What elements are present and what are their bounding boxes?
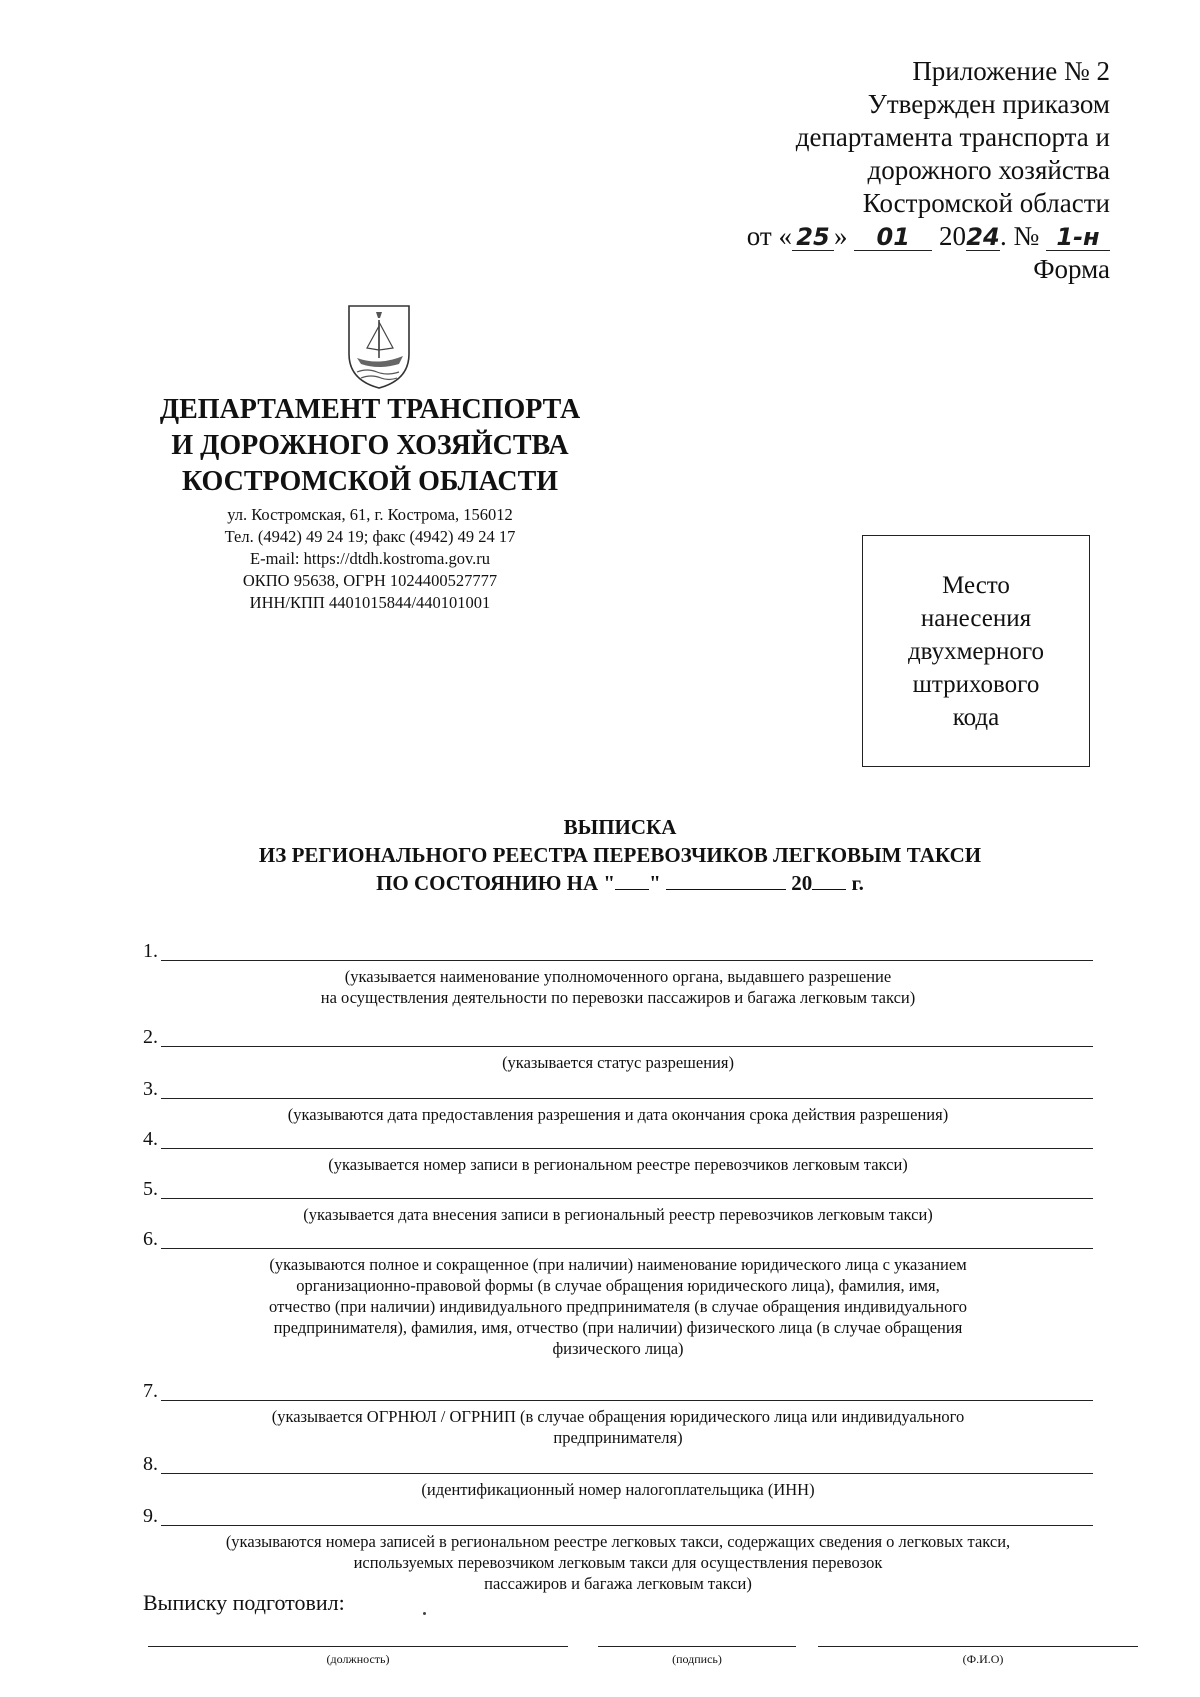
field-number: 6. <box>143 1228 158 1250</box>
handwritten-day: 25 <box>792 224 834 251</box>
barcode-text-line: двухмерного <box>907 637 1045 665</box>
field-hint-line: используемых перевозчиком легковым такси для осуществления перевозок <box>353 1553 883 1572</box>
number-prefix: . № <box>999 221 1040 251</box>
barcode-text-line: кода <box>952 703 1000 731</box>
field-hint-line: (указывается дата внесения записи в региональный реестр перевозчиков легковым такси) <box>303 1205 933 1224</box>
field-input-line[interactable] <box>161 1098 1093 1099</box>
field-hint-line: (идентификационный номер налогоплательщика (ИНН) <box>421 1480 815 1499</box>
department-email: E-mail: https://dtdh.kostroma.gov.ru <box>250 549 490 568</box>
department-phone: Тел. (4942) 49 24 19; факс (4942) 49 24 17 <box>224 527 516 546</box>
signature-line[interactable] <box>598 1646 796 1647</box>
department-header <box>150 392 590 614</box>
field-input-line[interactable] <box>161 1148 1093 1149</box>
title-line: ИЗ РЕГИОНАЛЬНОГО РЕЕСТРА ПЕРЕВОЗЧИКОВ ЛЕГКОВЫМ ТАКСИ <box>258 843 982 867</box>
field-hint-line: (указываются дата предоставления разрешения и дата окончания срока действия разрешения) <box>287 1105 949 1124</box>
field-hint-line: (указывается номер записи в региональном реестре перевозчиков легковым такси) <box>328 1155 908 1174</box>
title-date-line <box>140 869 1100 897</box>
field-hint-line: предпринимателя) <box>553 1428 683 1447</box>
field-hint-line: отчество (при наличии) индивидуального предпринимателя (в случае обращения индивидуального <box>269 1297 967 1316</box>
field-hint-line: (указываются номера записей в региональном реестре легковых такси, содержащих сведения о легковых такси, <box>225 1532 1011 1551</box>
approval-line: дорожного хозяйства <box>867 155 1110 185</box>
field-input-line[interactable] <box>161 1525 1093 1526</box>
field-hint-line: предпринимателя), фамилия, имя, отчество (при наличии) физического лица (в случае обращения <box>273 1318 963 1337</box>
handwritten-order-number: 1-н <box>1046 224 1110 251</box>
fio-line[interactable] <box>818 1646 1138 1647</box>
title-date-prefix: ПО СОСТОЯНИЮ НА " <box>376 871 616 895</box>
field-number: 9. <box>143 1505 158 1527</box>
department-name-line: И ДОРОЖНОГО ХОЗЯЙСТВА <box>171 430 569 461</box>
prepared-by-label: Выписку подготовил: <box>143 1590 345 1615</box>
department-name-line: КОСТРОМСКОЙ ОБЛАСТИ <box>181 466 559 497</box>
year-blank[interactable] <box>812 871 846 890</box>
field-input-line[interactable] <box>161 1473 1093 1474</box>
handwritten-month: 01 <box>854 224 932 251</box>
fio-caption: (Ф.И.О) <box>962 1652 1004 1666</box>
department-address: ул. Костромская, 61, г. Кострома, 156012 <box>227 505 513 524</box>
form-label: Форма <box>1033 254 1110 284</box>
position-caption: (должность) <box>326 1652 390 1666</box>
title-date-quote: " <box>649 871 661 895</box>
month-blank[interactable] <box>666 871 786 890</box>
field-hint-line: (указывается наименование уполномоченного органа, выдавшего разрешение <box>344 967 892 986</box>
field-input-line[interactable] <box>161 1400 1093 1401</box>
field-hint-line: на осуществления деятельности по перевозки пассажиров и багажа легковым такси) <box>320 988 916 1007</box>
field-input-line[interactable] <box>161 1248 1093 1249</box>
field-hint-line: (указывается ОГРНЮЛ / ОГРНИП (в случае обращения юридического лица или индивидуального <box>271 1407 965 1426</box>
document-title <box>140 813 1100 897</box>
field-number: 2. <box>143 1026 158 1048</box>
day-blank[interactable] <box>615 871 649 890</box>
field-number: 3. <box>143 1078 158 1100</box>
date-prefix: от « <box>746 221 792 251</box>
handwritten-year: 24 <box>966 223 1000 251</box>
barcode-text-line: нанесения <box>920 604 1032 632</box>
department-inn: ИНН/КПП 4401015844/440101001 <box>249 593 491 612</box>
appendix-number: Приложение № 2 <box>912 56 1110 86</box>
approval-line: Утвержден приказом <box>867 89 1110 119</box>
title-line: ВЫПИСКА <box>563 815 677 839</box>
barcode-placeholder-box <box>862 535 1090 767</box>
field-number: 7. <box>143 1380 158 1402</box>
field-hint-line: (указывается статус разрешения) <box>502 1053 734 1072</box>
scan-speck <box>423 1612 426 1615</box>
department-okpo: ОКПО 95638, ОГРН 1024400527777 <box>242 571 498 590</box>
field-input-line[interactable] <box>161 1198 1093 1199</box>
approval-date-line <box>747 220 1110 253</box>
field-hint-line: физического лица) <box>552 1339 684 1358</box>
title-year-suffix: г. <box>851 871 864 895</box>
department-contacts <box>150 504 590 614</box>
barcode-placeholder-text <box>908 569 1044 734</box>
title-year-prefix: 20 <box>791 871 813 895</box>
signature-caption: (подпись) <box>672 1652 722 1666</box>
field-number: 4. <box>143 1128 158 1150</box>
field-hint-line: организационно-правовой формы (в случае обращения юридического лица), фамилия, имя, <box>296 1276 940 1295</box>
field-hint-line: (указываются полное и сокращенное (при наличии) наименование юридического лица с указанием <box>269 1255 967 1274</box>
field-input-line[interactable] <box>161 960 1093 961</box>
barcode-text-line: Место <box>942 571 1010 599</box>
field-hint-line: пассажиров и багажа легковым такси) <box>484 1574 752 1593</box>
year-prefix: 20 <box>938 221 966 251</box>
field-number: 5. <box>143 1178 158 1200</box>
approval-line: департамента транспорта и <box>795 122 1110 152</box>
field-input-line[interactable] <box>161 1046 1093 1047</box>
position-line[interactable] <box>148 1646 568 1647</box>
barcode-text-line: штрихового <box>912 670 1040 698</box>
date-mid: » <box>833 221 848 251</box>
field-number: 8. <box>143 1453 158 1475</box>
department-name-line: ДЕПАРТАМЕНТ ТРАНСПОРТА <box>159 394 581 425</box>
coat-of-arms-emblem <box>343 302 415 390</box>
approval-line: Костромской области <box>862 188 1110 218</box>
approval-block <box>747 55 1110 286</box>
field-number: 1. <box>143 940 158 962</box>
